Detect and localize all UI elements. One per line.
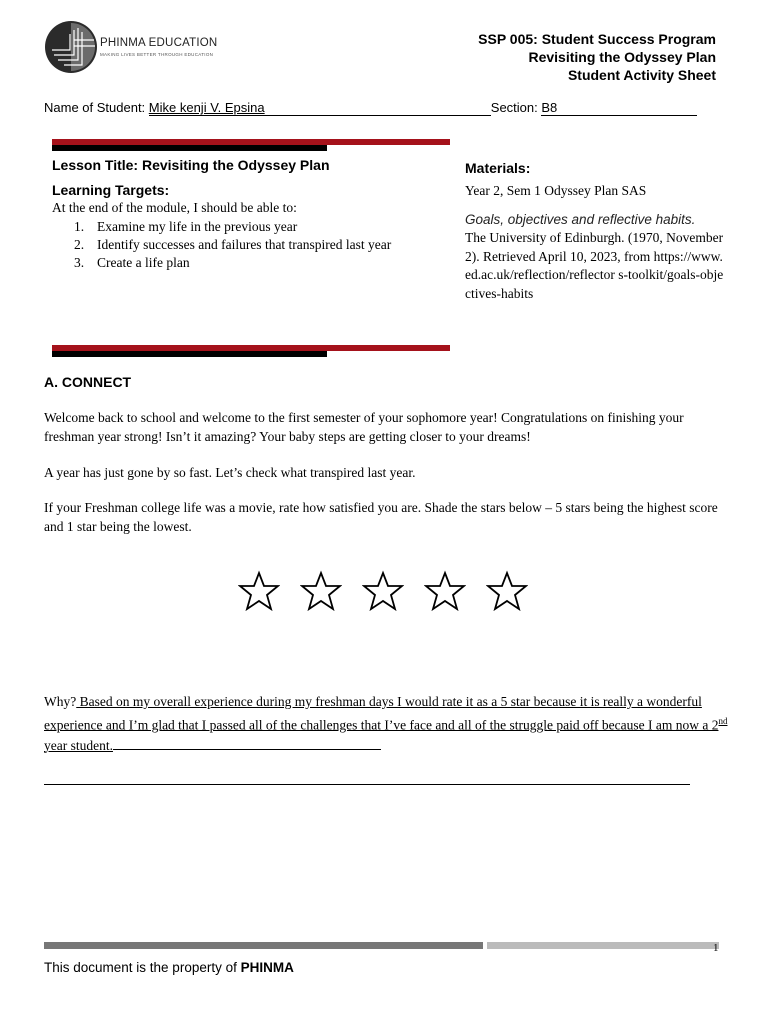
section-value: B8 bbox=[541, 100, 558, 115]
star-icon[interactable] bbox=[300, 570, 342, 612]
materials-item: Year 2, Sem 1 Odyssey Plan SAS bbox=[465, 183, 647, 198]
why-answer: Based on my overall experience during my freshman days I would rate it as a 5 star because it is really a wonderful experience and I’m glad that I passed all of the challenges that I’ve face and all of the struggle paid off because I am now a 2 bbox=[44, 694, 719, 732]
name-field[interactable] bbox=[149, 100, 491, 116]
lesson-name: Revisiting the Odyssey Plan bbox=[528, 49, 716, 65]
footer-bar-dark bbox=[44, 942, 483, 949]
top-black-bar bbox=[52, 145, 327, 151]
list-item: 3. Create a life plan bbox=[74, 255, 190, 270]
footer-property-notice bbox=[44, 960, 294, 975]
learning-targets-intro: At the end of the module, I should be able to: bbox=[52, 200, 297, 215]
why-answer-end: year student. bbox=[44, 737, 113, 753]
why-label: Why? bbox=[44, 694, 77, 709]
list-item: 1. Examine my life in the previous year bbox=[74, 219, 298, 234]
star-icon[interactable] bbox=[362, 570, 404, 612]
connect-paragraph-1: Welcome back to school and welcome to the first semester of your sophomore year! Congratulations on finishing your freshman year strong! Isn’t it amazing? Your baby steps are getting closer to your dreams! bbox=[44, 410, 684, 444]
reference-title: Goals, objectives and reflective habits. bbox=[465, 211, 696, 227]
materials-body bbox=[465, 182, 727, 303]
footer-bar-light bbox=[487, 942, 719, 949]
reference-body: The University of Edinburgh. (1970, November 2). Retrieved April 10, 2023, from https://www.ed.ac.uk/reflection/reflector s-toolkit/goals-objectives-habits bbox=[465, 230, 724, 301]
connect-paragraph-3: If your Freshman college life was a movie, rate how satisfied you are. Shade the stars below – 5 stars being the highest score and 1 star being the lowest. bbox=[44, 500, 718, 534]
logo-tagline: MAKING LIVES BETTER THROUGH EDUCATION bbox=[100, 52, 214, 57]
document-titles bbox=[478, 30, 716, 84]
section-heading-connect: A. CONNECT bbox=[44, 374, 132, 390]
why-answer-block[interactable] bbox=[44, 693, 736, 755]
phinma-logo-icon bbox=[44, 20, 98, 74]
answer-blank-line[interactable] bbox=[44, 784, 690, 785]
page-number: 1 bbox=[713, 942, 719, 954]
phinma-logo bbox=[44, 20, 218, 74]
bottom-black-bar bbox=[52, 351, 327, 357]
section-label: Section: bbox=[490, 100, 542, 115]
footer-owner: PHINMA bbox=[240, 960, 294, 975]
why-answer-sup: nd bbox=[718, 715, 728, 726]
list-item: 2. Identify successes and failures that transpired last year bbox=[74, 237, 392, 252]
lesson-title: Lesson Title: Revisiting the Odyssey Plan bbox=[52, 157, 330, 173]
logo-name: PHINMA EDUCATION bbox=[100, 37, 218, 49]
name-value: Mike kenji V. Epsina bbox=[148, 100, 265, 115]
sheet-title: Student Activity Sheet bbox=[567, 67, 716, 83]
learning-targets-heading: Learning Targets: bbox=[52, 182, 170, 198]
star-icon[interactable] bbox=[486, 570, 528, 612]
star-icon[interactable] bbox=[238, 570, 280, 612]
star-icon[interactable] bbox=[424, 570, 466, 612]
answer-blank bbox=[113, 735, 381, 750]
course-title: SSP 005: Student Success Program bbox=[478, 31, 716, 47]
footer-text: This document is the property of bbox=[44, 960, 241, 975]
name-label: Name of Student: bbox=[44, 100, 149, 115]
learning-targets-list bbox=[74, 218, 391, 272]
section-field[interactable] bbox=[541, 100, 697, 116]
connect-paragraph-2: A year has just gone by so fast. Let’s check what transpired last year. bbox=[44, 465, 416, 480]
student-info-row bbox=[44, 100, 706, 120]
materials-heading: Materials: bbox=[465, 160, 531, 176]
